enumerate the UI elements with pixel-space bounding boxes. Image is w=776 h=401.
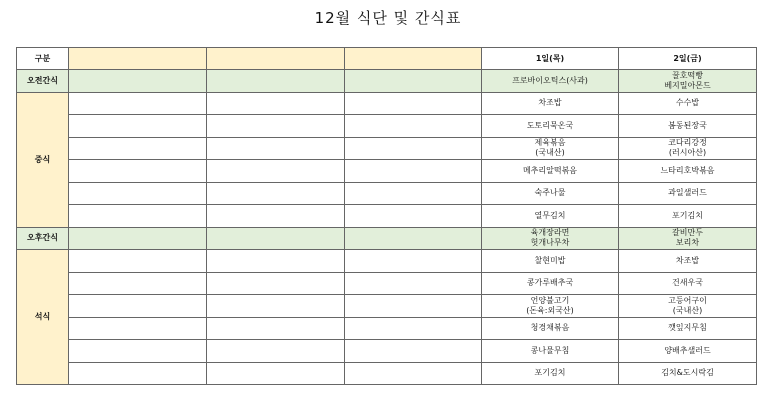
day1-cell bbox=[482, 340, 619, 363]
menu-item: (러시아산) bbox=[668, 148, 707, 158]
blank-cell bbox=[345, 272, 482, 295]
day2-cell bbox=[619, 182, 757, 205]
blank-cell bbox=[207, 115, 345, 138]
day1-cell bbox=[482, 182, 619, 205]
blank-cell bbox=[207, 182, 345, 205]
menu-row bbox=[17, 295, 757, 318]
blank-header-cell bbox=[345, 48, 482, 70]
blank-cell bbox=[207, 272, 345, 295]
category-dinner: 석식 bbox=[17, 250, 69, 385]
blank-cell bbox=[69, 227, 207, 250]
blank-cell bbox=[69, 205, 207, 228]
blank-cell bbox=[207, 160, 345, 183]
menu-item: 코다리강정 bbox=[668, 138, 707, 148]
day1-cell bbox=[482, 362, 619, 385]
menu-item: (국내산) bbox=[672, 305, 703, 315]
menu-item: 헛개나무차 bbox=[530, 238, 570, 248]
blank-header-cell bbox=[69, 48, 207, 70]
blank-cell bbox=[345, 250, 482, 273]
menu-item: 콩가루배추국 bbox=[526, 278, 574, 288]
blank-cell bbox=[345, 295, 482, 318]
day1-cell bbox=[482, 317, 619, 340]
blank-cell bbox=[69, 362, 207, 385]
menu-item: 언양불고기 bbox=[530, 295, 570, 305]
blank-cell bbox=[207, 205, 345, 228]
day1-cell bbox=[482, 250, 619, 273]
blank-cell bbox=[69, 137, 207, 160]
menu-row bbox=[17, 340, 757, 363]
menu-item: 보리차 bbox=[675, 238, 700, 248]
day2-header: 2일(금) bbox=[619, 48, 757, 70]
day2-cell bbox=[619, 115, 757, 138]
menu-item: (국내산) bbox=[535, 148, 565, 158]
blank-cell bbox=[345, 227, 482, 250]
day2-cell bbox=[619, 160, 757, 183]
menu-item: 도토리묵온국 bbox=[526, 120, 574, 130]
blank-cell bbox=[345, 70, 482, 93]
blank-cell bbox=[69, 70, 207, 93]
blank-cell bbox=[207, 70, 345, 93]
menu-item: 포기김치 bbox=[534, 368, 566, 378]
blank-cell bbox=[69, 182, 207, 205]
menu-item: 열무김치 bbox=[534, 210, 566, 220]
day2-cell bbox=[619, 137, 757, 160]
blank-cell bbox=[69, 92, 207, 115]
blank-cell bbox=[345, 92, 482, 115]
menu-item: 건새우국 bbox=[672, 278, 703, 288]
blank-cell bbox=[345, 115, 482, 138]
blank-cell bbox=[207, 340, 345, 363]
menu-row bbox=[17, 362, 757, 385]
blank-cell bbox=[207, 137, 345, 160]
blank-cell bbox=[207, 250, 345, 273]
menu-item: 양배추샐러드 bbox=[664, 345, 711, 355]
menu-row bbox=[17, 160, 757, 183]
blank-cell bbox=[207, 317, 345, 340]
day1-cell bbox=[482, 160, 619, 183]
blank-cell bbox=[69, 295, 207, 318]
menu-table-body bbox=[17, 48, 757, 385]
day2-cell bbox=[619, 250, 757, 273]
menu-row bbox=[17, 115, 757, 138]
blank-cell bbox=[69, 340, 207, 363]
blank-cell bbox=[69, 272, 207, 295]
menu-row bbox=[17, 205, 757, 228]
menu-row bbox=[17, 137, 757, 160]
page-title: 12월 식단 및 간식표 bbox=[314, 9, 462, 27]
menu-item: 차조밥 bbox=[538, 98, 562, 108]
menu-item: 봄동된장국 bbox=[668, 120, 707, 130]
menu-item: (돈육:외국산) bbox=[526, 305, 574, 315]
menu-item: 청경채볶음 bbox=[530, 323, 570, 333]
menu-item: 프로바이오틱스(사과) bbox=[512, 75, 588, 85]
menu-item: 고등어구이 bbox=[668, 295, 707, 305]
menu-item: 과일샐러드 bbox=[668, 188, 707, 198]
blank-cell bbox=[207, 92, 345, 115]
day2-cell bbox=[619, 317, 757, 340]
menu-row bbox=[17, 250, 757, 273]
day2-cell bbox=[619, 92, 757, 115]
blank-cell bbox=[69, 317, 207, 340]
day2-cell bbox=[619, 362, 757, 385]
blank-cell bbox=[345, 182, 482, 205]
day2-cell bbox=[619, 227, 757, 250]
blank-cell bbox=[69, 250, 207, 273]
menu-item: 갈비만두 bbox=[672, 228, 703, 238]
day2-cell bbox=[619, 205, 757, 228]
menu-item: 포기김치 bbox=[672, 210, 703, 220]
menu-row bbox=[17, 227, 757, 250]
blank-cell bbox=[345, 340, 482, 363]
menu-item: 콩나물무침 bbox=[530, 345, 570, 355]
blank-cell bbox=[345, 205, 482, 228]
blank-cell bbox=[207, 295, 345, 318]
category-pm_snack: 오후간식 bbox=[17, 227, 69, 250]
day1-cell bbox=[482, 205, 619, 228]
menu-item: 느타리호박볶음 bbox=[660, 165, 715, 175]
menu-item: 꿀호떡빵 bbox=[672, 70, 703, 80]
menu-item: 수수밥 bbox=[675, 98, 700, 108]
menu-item: 베지밀아몬드 bbox=[664, 80, 711, 90]
menu-row bbox=[17, 317, 757, 340]
blank-cell bbox=[207, 227, 345, 250]
menu-item: 숙주나물 bbox=[534, 188, 566, 198]
day2-cell bbox=[619, 295, 757, 318]
menu-item: 찰현미밥 bbox=[534, 255, 566, 265]
blank-cell bbox=[345, 137, 482, 160]
blank-cell bbox=[345, 160, 482, 183]
blank-cell bbox=[69, 115, 207, 138]
blank-cell bbox=[345, 362, 482, 385]
menu-item: 육개장라면 bbox=[530, 228, 570, 238]
day1-cell bbox=[482, 272, 619, 295]
day2-cell bbox=[619, 272, 757, 295]
blank-cell bbox=[345, 317, 482, 340]
category-lunch: 중식 bbox=[17, 92, 69, 227]
menu-item: 깻잎지무침 bbox=[668, 323, 707, 333]
menu-item: 제육볶음 bbox=[534, 138, 566, 148]
day2-cell bbox=[619, 340, 757, 363]
blank-cell bbox=[69, 160, 207, 183]
menu-item: 차조밥 bbox=[675, 255, 700, 265]
header-row bbox=[17, 48, 757, 70]
blank-header-cell bbox=[207, 48, 345, 70]
menu-item: 김치&도시락김 bbox=[661, 368, 714, 378]
menu-item: 메추리알떡볶음 bbox=[522, 165, 578, 175]
day1-cell bbox=[482, 92, 619, 115]
menu-row bbox=[17, 92, 757, 115]
day1-cell bbox=[482, 295, 619, 318]
day1-header: 1일(목) bbox=[482, 48, 619, 70]
day1-cell bbox=[482, 115, 619, 138]
day2-cell bbox=[619, 70, 757, 93]
category-am_snack: 오전간식 bbox=[17, 70, 69, 93]
day1-cell bbox=[482, 227, 619, 250]
day1-cell bbox=[482, 137, 619, 160]
day1-cell bbox=[482, 70, 619, 93]
menu-row bbox=[17, 70, 757, 93]
menu-row bbox=[17, 272, 757, 295]
category-header: 구분 bbox=[17, 48, 69, 70]
blank-cell bbox=[207, 362, 345, 385]
menu-row bbox=[17, 182, 757, 205]
menu-table bbox=[16, 47, 757, 385]
